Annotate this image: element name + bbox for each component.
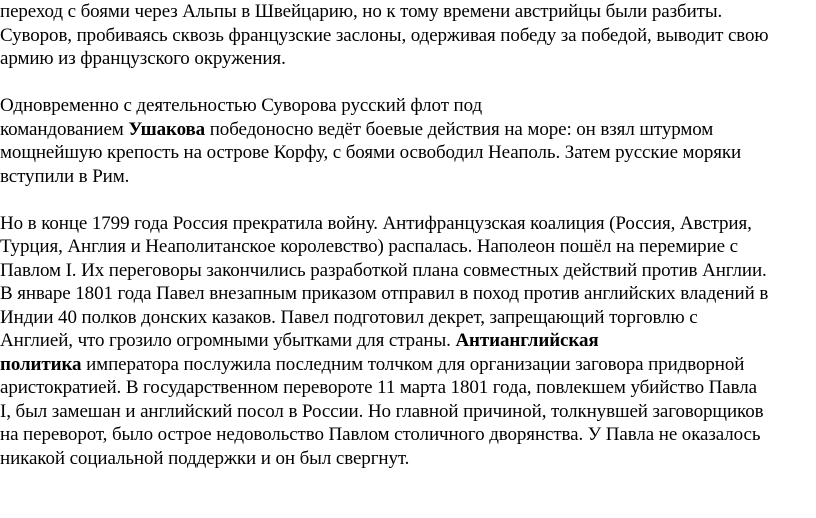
text-line: переход с боями через Альпы в Швейцарию, но к тому времени австрийцы были разбиты. [0, 1, 723, 22]
text-line: Одновременно с деятельностью Суворова русский флот под [0, 95, 483, 116]
text-line: Турция, Англия и Неаполитанское королевство) распалась. Наполеон пошёл на перемирие с [0, 236, 738, 257]
paragraph-war-end-1799 [0, 212, 812, 471]
text-line: Индии 40 полков донских казаков. Павел подготовил декрет, запрещающий торговлю с [0, 306, 698, 328]
text-line: на переворот, было острое недовольство Павлом столичного дворянства. У Павла не оказалось [0, 424, 761, 445]
bold-term-anti-english: Антианглийская [455, 330, 599, 351]
text-line: мощнейшую крепость на острове Корфу, с боями освободил Неаполь. Затем русские моряки [0, 142, 742, 163]
text-line: Но в конце 1799 года Россия прекратила войну. Антифранцузская коалиция (Россия, Австрия, [0, 212, 752, 234]
text-line [0, 353, 812, 377]
text-line: армию из французского окружения. [0, 48, 286, 69]
paragraph-gap [0, 71, 812, 95]
text-line [0, 329, 812, 353]
text-run: императора послужила последним толчком для организации заговора придворной [81, 353, 745, 375]
text-line: Суворов, пробиваясь сквозь французские заслоны, одерживая победу за победой, выводит свою [0, 24, 769, 46]
bold-term-policy: политика [0, 353, 82, 375]
text-run: победоносно ведёт боевые действия на море: он взял штурмом [205, 118, 714, 140]
text-line: Павлом I. Их переговоры закончились разработкой плана совместных действий против Англии. [0, 259, 767, 281]
paragraph-alps-crossing [0, 0, 812, 71]
text-line: I, был замешан и английский посол в России. Но главной причиной, толкнувшей заговорщиков [0, 400, 764, 422]
paragraph-ushakov-fleet [0, 94, 812, 188]
paragraph-gap [0, 188, 812, 212]
text-line: никакой социальной поддержки и он был свергнут. [0, 447, 410, 469]
bold-term-ushakov: Ушакова [128, 118, 206, 140]
text-run: командованием [0, 118, 129, 140]
text-line: аристократией. В государственном перевороте 11 марта 1801 года, повлекшем убийство Павла [0, 377, 757, 398]
text-run: Англией, что грозило огромными убытками для страны. [0, 330, 456, 351]
text-line: В январе 1801 года Павел внезапным приказом отправил в поход против английских владений в [0, 283, 769, 304]
text-line: вступили в Рим. [0, 165, 130, 187]
text-line [0, 118, 812, 142]
